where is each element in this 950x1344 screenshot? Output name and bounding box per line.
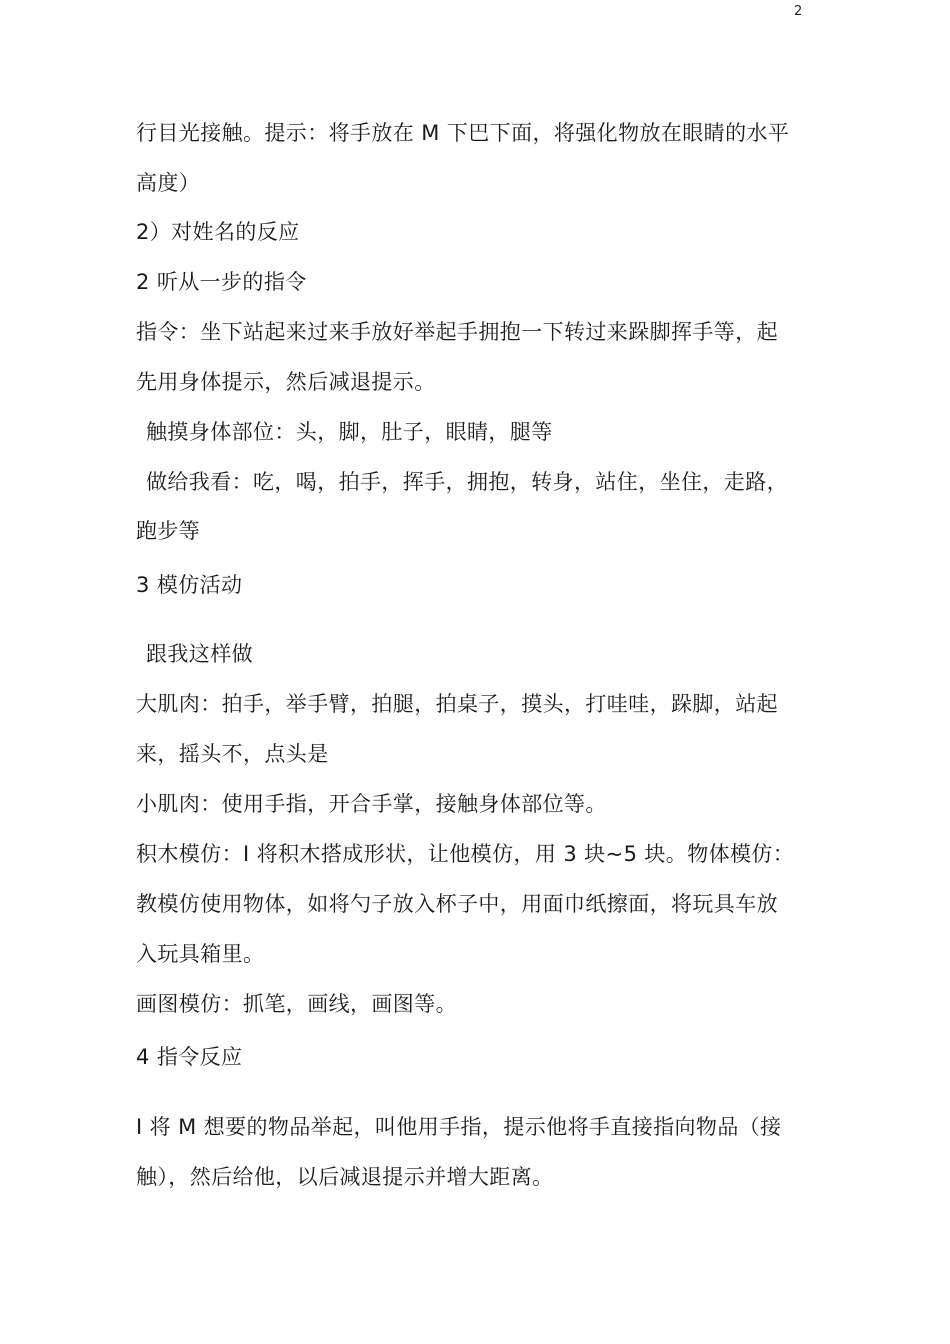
text-line: 先用身体提示，然后减退提示。 [136,370,436,394]
text-line: 跑步等 [136,519,201,543]
text-line: I 将 M 想要的物品举起，叫他用手指，提示他将手直接指向物品（接 [136,1115,782,1139]
text-line: 指令：坐下站起来过来手放好举起手拥抱一下转过来跺脚挥手等，起 [136,320,778,344]
text-line: 积木模仿：I 将积木搭成形状，让他模仿，用 3 块~5 块。物体模仿： [136,842,795,866]
text-line: 触），然后给他，以后减退提示并增大距离。 [136,1165,554,1189]
text-line: 跟我这样做 [146,642,253,666]
text-line: 大肌肉：拍手，举手臂，拍腿，拍桌子，摸头，打哇哇，跺脚，站起 [136,692,778,716]
text-line: 做给我看：吃，喝，拍手，挥手，拥抱，转身，站住，坐住，走路， [146,470,788,494]
text-line: 教模仿使用物体，如将勺子放入杯子中，用面巾纸擦面，将玩具车放 [136,892,778,916]
text-line: 触摸身体部位：头，脚，肚子，眼睛，腿等 [146,420,553,444]
section-heading: 3 模仿活动 [136,573,243,597]
text-line: 来，摇头不，点头是 [136,742,329,766]
section-heading: 2 听从一步的指令 [136,270,307,294]
text-line: 高度） [136,171,201,195]
text-line: 小肌肉：使用手指，开合手掌，接触身体部位等。 [136,792,607,816]
list-item-heading: 2）对姓名的反应 [136,220,300,244]
text-line: 入玩具箱里。 [136,942,265,966]
text-line: 行目光接触。提示：将手放在 M 下巴下面，将强化物放在眼睛的水平 [136,121,790,145]
section-heading: 4 指令反应 [136,1045,243,1069]
page-number: 2 [794,4,803,19]
text-line: 画图模仿：抓笔，画线，画图等。 [136,992,457,1016]
